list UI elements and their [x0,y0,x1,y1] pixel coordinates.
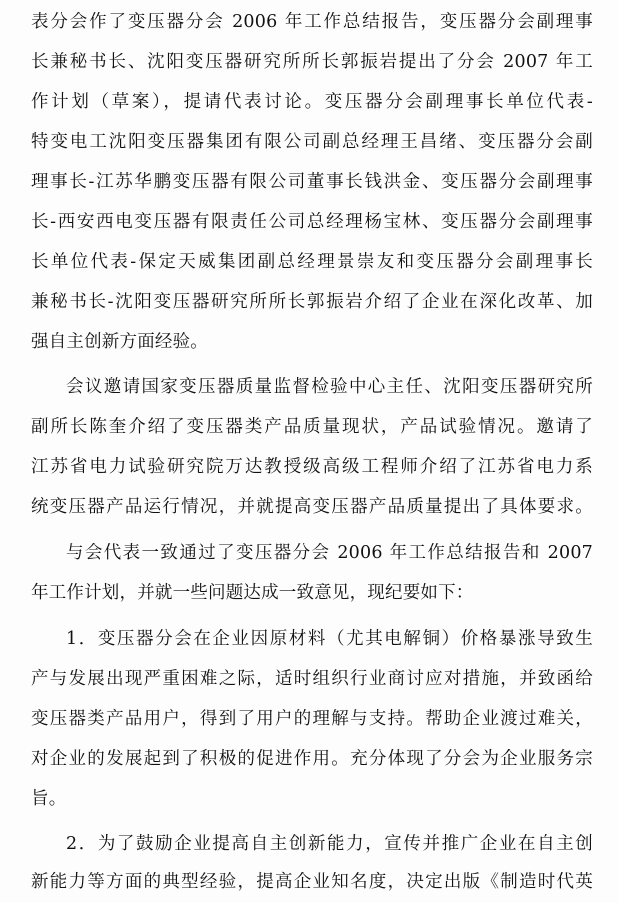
paragraph-1-line-6: 长-西安西电变压器有限责任公司总经理杨宝林、变压器分会副理事 [31,212,593,232]
item-1-line-1: 1．变压器分会在企业因原材料（尤其电解铜）价格暴涨导致生 [66,629,593,649]
paragraph-1-line-8: 兼秘书长-沈阳变压器研究所所长郭振岩介绍了企业在深化改革、加 [31,292,593,312]
paragraph-1-line-5: 理事长-江苏华鹏变压器有限公司董事长钱洪金、变压器分会副理事 [31,172,593,192]
paragraph-2-line-2: 副所长陈奎介绍了变压器类产品质量现状，产品试验情况。邀请了 [31,417,593,437]
item-1-line-4: 对企业的发展起到了积极的促进作用。充分体现了分会为企业服务宗 [31,749,593,769]
paragraph-1-line-4: 特变电工沈阳变压器集团有限公司副总经理王昌绪、变压器分会副 [31,132,593,152]
paragraph-3-line-2: 年工作计划，并就一些问题达成一致意见，现纪要如下： [31,583,474,603]
item-1-line-3: 变压器类产品用户，得到了用户的理解与支持。帮助企业渡过难关， [31,709,593,729]
item-1-line-5: 旨。 [31,789,67,809]
paragraph-2-line-4: 统变压器产品运行情况，并就提高变压器产品质量提出了具体要求。 [31,497,593,517]
item-2-line-1: 2．为了鼓励企业提高自主创新能力，宣传并推广企业在自主创 [66,834,593,854]
paragraph-1-line-2: 长兼秘书长、沈阳变压器研究所所长郭振岩提出了分会 2007 年工 [31,52,593,72]
paragraph-1-line-7: 长单位代表-保定天威集团副总经理景崇友和变压器分会副理事长 [31,252,593,272]
paragraph-3-line-1: 与会代表一致通过了变压器分会 2006 年工作总结报告和 2007 [66,543,593,563]
paragraph-1-line-9: 强自主创新方面经验。 [31,332,208,352]
paragraph-2-line-1: 会议邀请国家变压器质量监督检验中心主任、沈阳变压器研究所 [66,377,593,397]
item-1-line-2: 产与发展出现严重困难之际，适时组织行业商讨应对措施，并致函给 [31,669,593,689]
paragraph-2-line-3: 江苏省电力试验研究院万达教授级高级工程师介绍了江苏省电力系 [31,457,593,477]
item-2-line-2: 新能力等方面的典型经验，提高企业知名度，决定出版《制造时代英 [31,872,593,892]
paragraph-1-line-1: 表分会作了变压器分会 2006 年工作总结报告，变压器分会副理事 [31,12,593,32]
paragraph-1-line-3: 作计划（草案），提请代表讨论。变压器分会副理事长单位代表- [31,92,593,112]
